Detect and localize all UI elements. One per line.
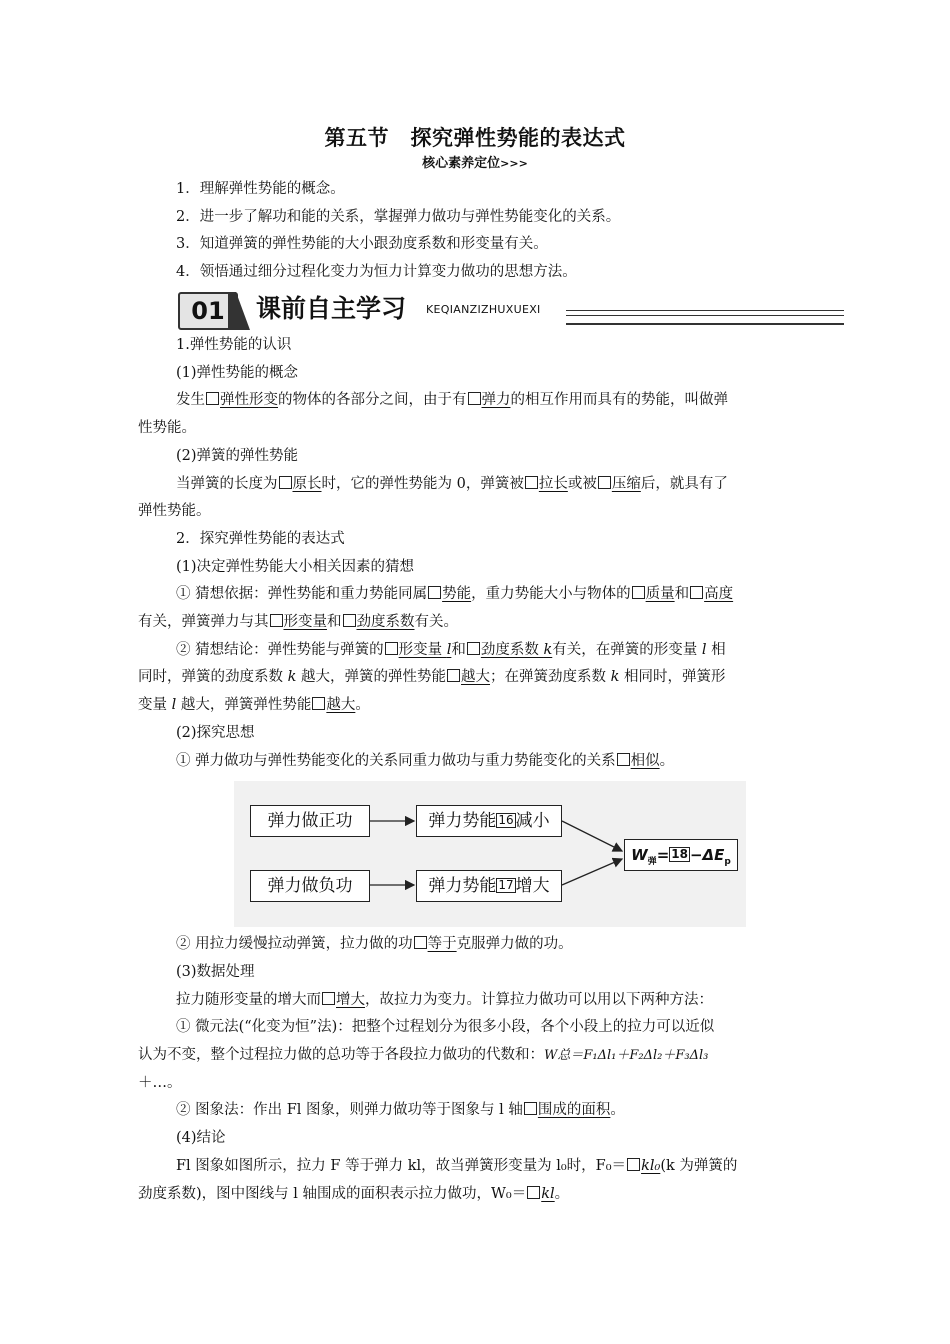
subtitle-arrows: >>> (500, 157, 528, 170)
paragraph: 发生 弹性形变的物体的各部分之间，由于有 弹力的相互作用而具有的势能，叫做弹 (176, 392, 728, 409)
fill-blank: 拉长 (524, 476, 568, 492)
goal-item: 4．领悟通过细分过程化变力为恒力计算变力做功的思想方法。 (176, 263, 577, 280)
paragraph: 当弹簧的长度为 原长时，它的弹性势能为 0，弹簧被 拉长或被 压缩后，就具有了 (176, 475, 728, 492)
banner-pinyin: KEQIANZIZHUXUEXI (426, 303, 541, 316)
fill-blank: 越大 (446, 669, 490, 685)
paragraph: ① 微元法(“化变为恒”法)：把整个过程划分为很多小段，各个小段上的拉力可以近似 (176, 1019, 715, 1036)
main-content (138, 332, 816, 1208)
banner-title: 课前自主学习 (256, 294, 407, 323)
result-formula-box: $W_弹= 18 -\Delta E_p$ (624, 839, 738, 871)
paragraph: ＋…。 (138, 1074, 182, 1091)
positive-work-box: 弹力做正功 (250, 805, 370, 837)
fill-blank: 形变量 (269, 614, 328, 630)
fill-blank: kl (526, 1186, 554, 1202)
banner-wedge-icon (228, 292, 250, 330)
energy-increase-box: 弹力势能 17 增大 (416, 870, 562, 902)
goal-item: 3．知道弹簧的弹性势能的大小跟劲度系数和形变量有关。 (176, 236, 548, 252)
fill-blank: 压缩 (597, 476, 641, 492)
energy-decrease-box: 弹力势能 16 减小 (416, 805, 562, 837)
fill-blank: kl₀ (626, 1158, 660, 1174)
paragraph: ① 弹力做功与弹性势能变化的关系同重力做功与重力势能变化的关系 相似。 (176, 752, 675, 769)
banner-number: 01 (178, 292, 238, 330)
fill-blank: 相似 (616, 753, 660, 769)
paragraph: ② 图象法：作出 Fl 图象，则弹力做功等于图象与 l 轴 围成的面积。 (176, 1102, 625, 1119)
heading-elastic-energy: 1.弹性势能的认识 (176, 337, 292, 353)
goal-item: 2．进一步了解功和能的关系，掌握弹力做功与弹性势能变化的关系。 (176, 208, 621, 225)
paragraph: ① 猜想依据：弹性势能和重力势能同属 势能，重力势能大小与物体的 质量和 高度 (176, 586, 734, 603)
core-literacy-heading (0, 152, 950, 171)
fill-blank: 质量 (631, 586, 675, 602)
paragraph: 认为不变，整个过程拉力做的总功等于各段拉力做功的代数和：W总＝F₁Δl₁＋F₂Δl₂＋F₃Δl₃ (138, 1047, 709, 1064)
negative-work-box: 弹力做负功 (250, 870, 370, 902)
fill-blank: 围成的面积 (523, 1102, 611, 1118)
learning-goals (176, 176, 836, 286)
banner-rules (566, 310, 844, 325)
fill-blank: 原长 (278, 476, 322, 492)
fill-blank: 等于 (413, 936, 457, 952)
fill-blank: 劲度系数 k (466, 642, 552, 658)
paragraph: Fl 图象如图所示，拉力 F 等于弹力 kl，故当弹簧形变量为 l₀时，F₀＝ kl₀(k 为弹簧的 (176, 1157, 738, 1174)
paragraph: 同时，弹簧的劲度系数 k 越大，弹簧的弹性势能 越大；在弹簧劲度系数 k 相同时，弹簧形 (138, 669, 726, 686)
fill-blank: 高度 (689, 586, 733, 602)
subheading: (3)数据处理 (176, 963, 255, 980)
paragraph: 拉力随形变量的增大而 增大，故拉力为变力。计算拉力做功可以用以下两种方法： (176, 991, 713, 1008)
fill-blank: 势能 (427, 586, 471, 602)
subheading: (2)弹簧的弹性势能 (176, 447, 299, 464)
paragraph: ② 猜想结论：弹性势能与弹簧的 形变量 l和 劲度系数 k有关，在弹簧的形变量 l 相 (176, 641, 726, 658)
fill-blank: 增大 (321, 992, 365, 1008)
fill-blank: 弹力 (467, 392, 511, 408)
subheading: (2)探究思想 (176, 724, 255, 741)
fill-blank: 劲度系数 (342, 614, 415, 630)
paragraph: ② 用拉力缓慢拉动弹簧，拉力做的功 等于克服弹力做的功。 (176, 936, 573, 953)
paragraph: 性势能。 (138, 420, 196, 437)
subheading: (1)决定弹性势能大小相关因素的猜想 (176, 558, 415, 575)
fill-blank: 形变量 l (384, 642, 452, 658)
fill-blank: 弹性形变 (205, 392, 278, 408)
subheading: (1)弹性势能的概念 (176, 364, 299, 381)
heading-expression: 2．探究弹性势能的表达式 (176, 530, 345, 547)
work-energy-diagram (234, 781, 746, 927)
paragraph: 有关，弹簧弹力与其 形变量和 劲度系数有关。 (138, 614, 458, 631)
subtitle-text: 核心素养定位 (422, 156, 501, 171)
paragraph: 弹性势能。 (138, 503, 211, 520)
subheading: (4)结论 (176, 1130, 226, 1147)
work-sum-formula: W总＝F₁Δl₁＋F₂Δl₂＋F₃Δl₃ (544, 1048, 709, 1064)
goal-item: 1．理解弹性势能的概念。 (176, 181, 345, 197)
section-title: 第五节 探究弹性势能的表达式 (324, 126, 626, 150)
section-banner (176, 288, 844, 330)
paragraph: 劲度系数)，图中图线与 l 轴围成的面积表示拉力做功，W₀＝ kl。 (138, 1185, 570, 1202)
paragraph: 变量 l 越大，弹簧弹性势能 越大。 (138, 697, 370, 714)
fill-blank: 越大 (311, 697, 355, 713)
